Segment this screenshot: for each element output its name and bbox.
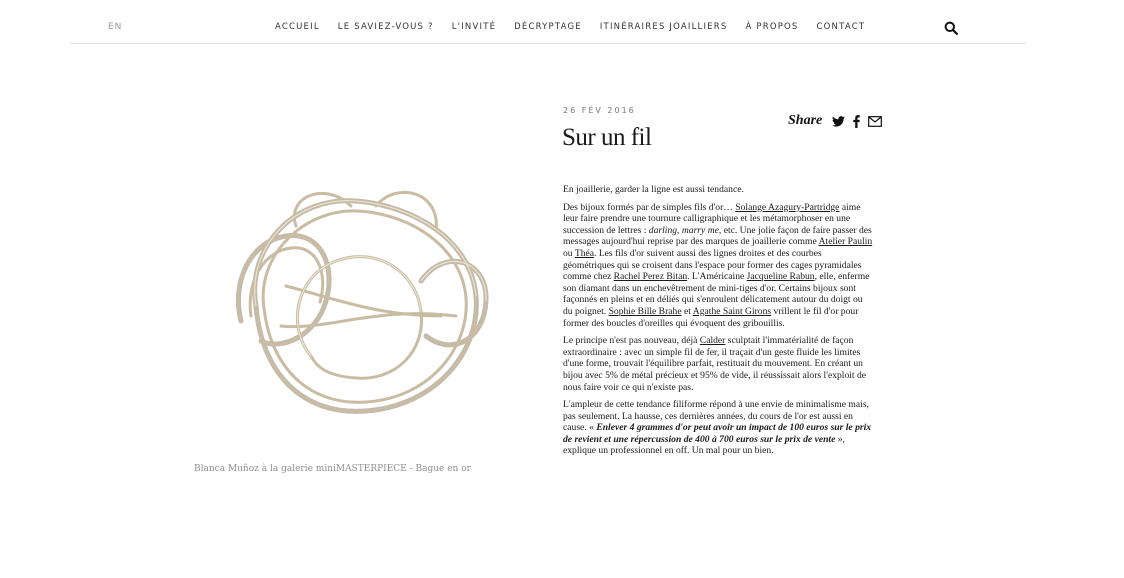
link-jacqueline-rabun[interactable]: Jacqueline Rabun — [746, 271, 815, 283]
nav-item-decryptage[interactable]: DÉCRYPTAGE — [514, 22, 582, 32]
text-run: sculptait l'immatérialité de façon extraordinaire : avec un simple fil de fer, il traçait d'un geste fluide les limites d'une forme, trouvait l'équilibre parfait, restituait du mouvement. En créant un bijou avec 5% de métal précieux et 95% de vide, il réussissait alors l'exploit de nous faire voir ce qui n'existe pas. — [563, 335, 867, 393]
link-rachel-perez-bitan[interactable]: Rachel Perez Bitan — [613, 271, 688, 283]
post-title: Sur un fil — [562, 124, 652, 151]
paragraph-intro: En joaillerie, garder la ligne est aussi tendance. — [563, 184, 744, 195]
text-run: », explique un professionnel en off. Un mal pour un bien. — [563, 433, 845, 457]
text-run: ou — [563, 247, 575, 259]
post-date: 26 FÉV 2016 — [563, 106, 636, 115]
link-sophie-bille-brahe[interactable]: Sophie Bille Brahe — [608, 305, 682, 317]
text-run: Le principe n'est pas nouveau, déjà — [563, 335, 700, 347]
italic-quote: Enlever 4 grammes d'or peut avoir un impact de 100 euros sur le prix de revient et une répercussion de 400 à 700 euros sur le prix de vente — [563, 422, 872, 445]
twitter-icon[interactable] — [832, 116, 845, 127]
language-switch[interactable]: EN — [108, 22, 123, 32]
paragraph-ampleur — [563, 399, 873, 457]
main-menu — [275, 22, 883, 32]
paragraph-bijoux — [563, 202, 873, 330]
nav-item-l-invite[interactable]: L'INVITÉ — [451, 22, 497, 32]
link-solange-azagury-partridge[interactable]: Solange Azagury-Partridge — [735, 201, 840, 213]
nav-item-itineraires-joailliers[interactable]: ITINÉRAIRES JOAILLIERS — [599, 22, 728, 32]
article-body — [563, 184, 873, 463]
facebook-icon[interactable] — [853, 115, 860, 128]
text-run: , etc. Une jolie façon de faire passer des messages aujourd'hui reprise par des marques de joaillerie comme — [563, 224, 872, 248]
ring-photo — [226, 166, 496, 431]
nav-item-le-saviez-vous[interactable]: LE SAVIEZ-VOUS ? — [337, 22, 434, 32]
top-navigation — [70, 0, 1026, 44]
search-icon[interactable] — [944, 20, 958, 34]
link-agathe-saint-girons[interactable]: Agathe Saint Girons — [692, 305, 772, 317]
text-run: L'ampleur de cette tendance filiforme répond à une envie de minimalisme mais, pas seulement. La hausse, ces dernières années, du cours de l'or est aussi en cause. « — [563, 399, 869, 434]
text-run: . L'Américaine — [687, 271, 747, 283]
text-run: aime leur faire prendre une tournure calligraphique et les métamorphoser en une succession de lettres : — [563, 201, 861, 236]
link-thea[interactable]: Théa — [574, 247, 595, 259]
link-calder[interactable]: Calder — [699, 335, 726, 347]
text-run: Des bijoux formés par de simples fils d'or… — [563, 201, 736, 213]
text-run: , elle, enferme son diamant dans un enchevêtrement de mini-tiges d'or. Certains bijoux sont façonnés en pleins et en déliés qui s'enroulent délicatement autour du doigt ou du poignet. — [563, 271, 870, 317]
text-run: et — [681, 305, 693, 317]
text-run: . Les fils d'or suivent aussi des lignes droites et des courbes géométriques qui se croisent dans l'espace pour former des cages pyramidales comme chez — [563, 247, 862, 283]
nav-item-accueil[interactable]: ACCUEIL — [275, 22, 320, 32]
nav-item-a-propos[interactable]: À PROPOS — [745, 22, 799, 32]
italic-quote: darling, marry me — [648, 224, 719, 236]
mail-icon[interactable] — [868, 116, 882, 127]
nav-item-contact[interactable]: CONTACT — [816, 22, 866, 32]
image-caption: Blanca Muñoz à la galerie miniMASTERPIECE - Bague en or — [194, 464, 471, 474]
share-bar — [788, 113, 890, 129]
share-label: Share — [788, 113, 823, 128]
link-atelier-paulin[interactable]: Atelier Paulin — [818, 236, 873, 248]
text-run: vrillent le fil d'or pour former des boucles d'oreilles qui évoquent des gribouillis. — [563, 305, 859, 329]
paragraph-calder — [563, 335, 873, 393]
